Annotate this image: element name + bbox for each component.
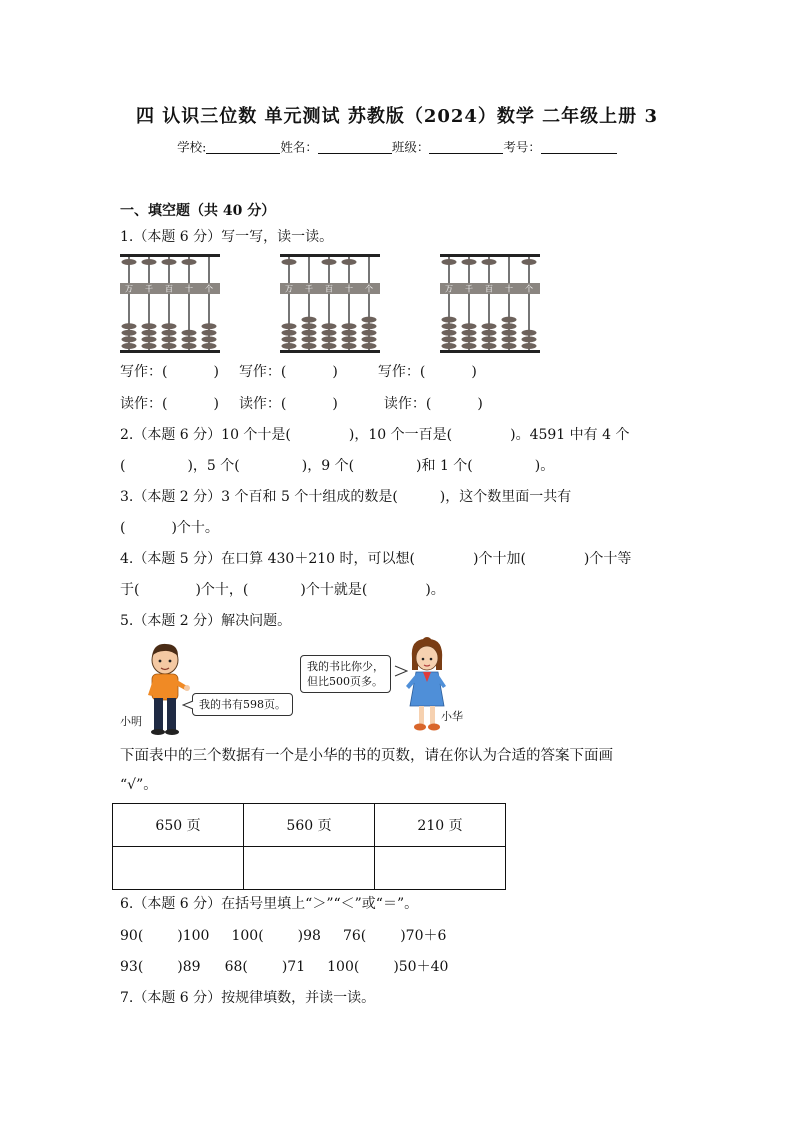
abacus-place-label: 百 bbox=[485, 284, 493, 294]
abacus-upper-bead bbox=[322, 259, 337, 265]
abacus-lower-bead bbox=[482, 323, 497, 329]
abacus-1 bbox=[118, 252, 222, 356]
abacus-lower-bead bbox=[502, 323, 517, 329]
abacus-upper-bead bbox=[122, 259, 137, 265]
abacus-lower-bead bbox=[502, 330, 517, 336]
abacus-rod bbox=[528, 257, 530, 350]
student-info-line bbox=[0, 141, 794, 154]
abacus-lower-bead bbox=[182, 336, 197, 342]
table-row bbox=[113, 847, 506, 890]
abacus-lower-bead bbox=[122, 323, 137, 329]
abacus-lower-bead bbox=[282, 330, 297, 336]
answer-cell-2[interactable] bbox=[244, 847, 375, 890]
abacus-rod bbox=[488, 257, 490, 350]
abacus-lower-bead bbox=[302, 343, 317, 349]
q3-line2: ( )个十。 bbox=[120, 520, 219, 536]
abacus-upper-bead bbox=[142, 259, 157, 265]
abacus-lower-bead bbox=[462, 323, 477, 329]
abacus-place-label: 万 bbox=[285, 284, 293, 294]
abacus-lower-bead bbox=[162, 343, 177, 349]
abacus-place-label: 个 bbox=[365, 284, 373, 294]
abacus-lower-bead bbox=[322, 336, 337, 342]
abacus-3 bbox=[438, 252, 542, 356]
abacus-lower-bead bbox=[142, 323, 157, 329]
abacus-lower-bead bbox=[442, 343, 457, 349]
abacus-lower-bead bbox=[362, 343, 377, 349]
q5-stem: 5.（本题 2 分）解决问题。 bbox=[120, 613, 292, 629]
girl-speech-bubble bbox=[300, 655, 391, 693]
section-heading-fill-blank: 一、填空题（共 40 分） bbox=[120, 203, 276, 219]
abacus-lower-bead bbox=[362, 336, 377, 342]
answer-cell-3[interactable] bbox=[375, 847, 506, 890]
abacus-rod bbox=[208, 257, 210, 350]
abacus-place-label: 十 bbox=[505, 284, 513, 294]
abacus-rod bbox=[168, 257, 170, 350]
abacus-lower-bead bbox=[342, 336, 357, 342]
abacus-lower-bead bbox=[442, 330, 457, 336]
abacus-lower-bead bbox=[322, 343, 337, 349]
abacus-upper-bead bbox=[162, 259, 177, 265]
abacus-lower-bead bbox=[462, 343, 477, 349]
abacus-place-label: 千 bbox=[305, 284, 313, 294]
abacus-lower-bead bbox=[282, 336, 297, 342]
abacus-top-frame bbox=[440, 254, 540, 257]
abacus-rod bbox=[348, 257, 350, 350]
abacus-upper-bead bbox=[482, 259, 497, 265]
school-blank[interactable] bbox=[206, 141, 280, 154]
option-cell-2: 560 页 bbox=[244, 804, 375, 847]
girl-speech-line2: 但比500页多。 bbox=[307, 675, 383, 688]
abacus-bottom-frame bbox=[120, 350, 220, 353]
abacus-rod bbox=[308, 257, 310, 350]
abacus-lower-bead bbox=[342, 343, 357, 349]
abacus-lower-bead bbox=[502, 336, 517, 342]
abacus-place-label: 千 bbox=[145, 284, 153, 294]
read-label-3: 读作：( bbox=[383, 396, 432, 412]
abacus-lower-bead bbox=[482, 336, 497, 342]
abacus-lower-bead bbox=[462, 336, 477, 342]
abacus-lower-bead bbox=[322, 323, 337, 329]
q4-line2: 于( )个十，( )个十就是( )。 bbox=[120, 582, 445, 598]
abacus-top-frame bbox=[120, 254, 220, 257]
abacus-rod bbox=[328, 257, 330, 350]
table-row bbox=[113, 804, 506, 847]
abacus-lower-bead bbox=[182, 343, 197, 349]
abacus-lower-bead bbox=[442, 336, 457, 342]
abacus-lower-bead bbox=[442, 317, 457, 323]
name-label: 姓名： bbox=[280, 139, 318, 155]
name-blank[interactable] bbox=[318, 141, 392, 154]
number-blank[interactable] bbox=[541, 141, 617, 154]
abacus-lower-bead bbox=[162, 336, 177, 342]
abacus-lower-bead bbox=[322, 330, 337, 336]
abacus-lower-bead bbox=[442, 323, 457, 329]
q1-stem: 1.（本题 6 分）写一写，读一读。 bbox=[120, 229, 334, 245]
q2-line1: 2.（本题 6 分）10 个十是( )，10 个一百是( )。4591 中有 4 个 bbox=[120, 427, 630, 443]
abacus-place-label: 万 bbox=[125, 284, 133, 294]
q6-row1: 90( )100 100( )98 76( )70＋6 bbox=[120, 928, 447, 944]
abacus-upper-bead bbox=[182, 259, 197, 265]
abacus-lower-bead bbox=[302, 330, 317, 336]
abacus-upper-bead bbox=[282, 259, 297, 265]
abacus-lower-bead bbox=[162, 330, 177, 336]
abacus-bottom-frame bbox=[280, 350, 380, 353]
girl-name: 小华 bbox=[441, 710, 463, 723]
abacus-rod bbox=[448, 257, 450, 350]
abacus-lower-bead bbox=[302, 336, 317, 342]
abacus-lower-bead bbox=[522, 336, 537, 342]
abacus-lower-bead bbox=[202, 336, 217, 342]
abacus-lower-bead bbox=[462, 330, 477, 336]
page-title: 四 认识三位数 单元测试 苏教版（2024）数学 二年级上册 3 bbox=[136, 106, 658, 127]
q7-stem: 7.（本题 6 分）按规律填数，并读一读。 bbox=[120, 990, 376, 1006]
abacus-lower-bead bbox=[362, 330, 377, 336]
abacus-lower-bead bbox=[482, 343, 497, 349]
page-options-table bbox=[112, 803, 506, 890]
abacus-rod bbox=[148, 257, 150, 350]
abacus-place-label: 百 bbox=[325, 284, 333, 294]
abacus-place-label: 十 bbox=[345, 284, 353, 294]
q3-line1: 3.（本题 2 分）3 个百和 5 个十组成的数是( )，这个数里面一共有 bbox=[120, 489, 572, 505]
abacus-place-label: 个 bbox=[525, 284, 533, 294]
abacus-lower-bead bbox=[122, 336, 137, 342]
class-blank[interactable] bbox=[429, 141, 503, 154]
boy-illustration bbox=[140, 640, 190, 736]
abacus-lower-bead bbox=[142, 343, 157, 349]
boy-name: 小明 bbox=[120, 715, 142, 728]
abacus-lower-bead bbox=[342, 323, 357, 329]
q5-instruction-line2: “√”。 bbox=[120, 777, 158, 793]
abacus-upper-bead bbox=[462, 259, 477, 265]
abacus-rod bbox=[128, 257, 130, 350]
number-label: 考号： bbox=[503, 139, 541, 155]
q1-write-row: 写作：( ) 写作：( ) 写作：( ) bbox=[120, 364, 477, 380]
read-label-1: 读作：( bbox=[120, 396, 168, 412]
boy-speech-text: 我的书有598页。 bbox=[199, 698, 286, 711]
abacus-lower-bead bbox=[362, 323, 377, 329]
write-label-2: 写作：( bbox=[238, 364, 287, 380]
abacus-lower-bead bbox=[282, 343, 297, 349]
abacus-lower-bead bbox=[482, 330, 497, 336]
q5-instruction-line1: 下面表中的三个数据有一个是小华的书的页数，请在你认为合适的答案下面画 bbox=[120, 748, 613, 764]
abacus-lower-bead bbox=[122, 343, 137, 349]
abacus-lower-bead bbox=[362, 317, 377, 323]
abacus-place-label: 千 bbox=[465, 284, 473, 294]
abacus-top-frame bbox=[280, 254, 380, 257]
abacus-place-label: 万 bbox=[445, 284, 453, 294]
abacus-rod bbox=[288, 257, 290, 350]
q4-line1: 4.（本题 5 分）在口算 430＋210 时，可以想( )个十加( )个十等 bbox=[120, 551, 632, 567]
abacus-lower-bead bbox=[202, 343, 217, 349]
abacus-upper-bead bbox=[442, 259, 457, 265]
abacus-bottom-frame bbox=[440, 350, 540, 353]
abacus-rod bbox=[188, 257, 190, 350]
abacus-lower-bead bbox=[182, 330, 197, 336]
abacus-upper-bead bbox=[342, 259, 357, 265]
abacus-rod bbox=[368, 257, 370, 350]
abacus-place-label: 十 bbox=[185, 284, 193, 294]
abacus-lower-bead bbox=[282, 323, 297, 329]
abacus-lower-bead bbox=[302, 323, 317, 329]
write-label-1: 写作：( bbox=[120, 364, 168, 380]
abacus-upper-bead bbox=[522, 259, 537, 265]
q6-stem: 6.（本题 6 分）在括号里填上“＞”“＜”或“＝”。 bbox=[120, 896, 419, 912]
girl-speech-line1: 我的书比你少， bbox=[307, 660, 384, 673]
write-label-3: 写作：( bbox=[377, 364, 426, 380]
boy-bubble-pointer bbox=[182, 700, 194, 710]
abacus-lower-bead bbox=[142, 330, 157, 336]
abacus-lower-bead bbox=[342, 330, 357, 336]
abacus-lower-bead bbox=[502, 317, 517, 323]
abacus-lower-bead bbox=[162, 323, 177, 329]
abacus-rod bbox=[468, 257, 470, 350]
answer-cell-1[interactable] bbox=[113, 847, 244, 890]
abacus-lower-bead bbox=[122, 330, 137, 336]
abacus-lower-bead bbox=[522, 330, 537, 336]
abacus-place-label: 个 bbox=[205, 284, 213, 294]
q6-row2: 93( )89 68( )71 100( )50＋40 bbox=[120, 959, 449, 975]
q2-line2: ( )，5 个( )，9 个( )和 1 个( )。 bbox=[120, 458, 555, 474]
option-cell-3: 210 页 bbox=[375, 804, 506, 847]
boy-speech-bubble bbox=[192, 693, 293, 716]
abacus-lower-bead bbox=[202, 323, 217, 329]
option-cell-1: 650 页 bbox=[113, 804, 244, 847]
abacus-lower-bead bbox=[142, 336, 157, 342]
abacus-place-label: 百 bbox=[165, 284, 173, 294]
abacus-lower-bead bbox=[502, 343, 517, 349]
abacus-lower-bead bbox=[202, 330, 217, 336]
school-label: 学校: bbox=[177, 139, 207, 155]
abacus-rod bbox=[508, 257, 510, 350]
class-label: 班级： bbox=[391, 139, 430, 155]
read-label-2: 读作：( bbox=[238, 396, 287, 412]
abacus-lower-bead bbox=[522, 343, 537, 349]
abacus-lower-bead bbox=[302, 317, 317, 323]
abacus-2 bbox=[278, 252, 382, 356]
q1-read-row: 读作：( ) 读作：( ) 读作：( ) bbox=[120, 396, 483, 412]
